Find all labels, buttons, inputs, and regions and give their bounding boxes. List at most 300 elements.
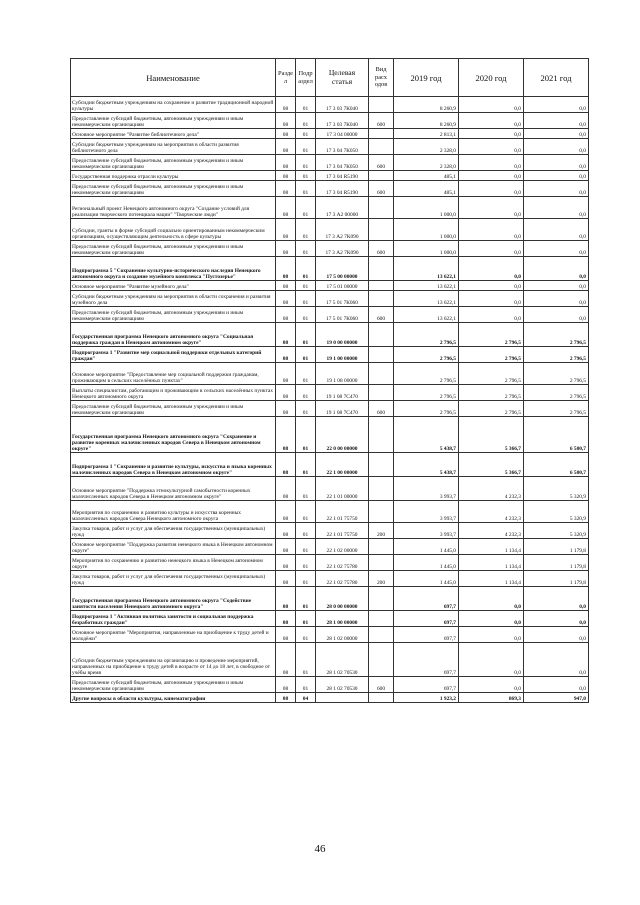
- cell-name: Предоставление субсидий бюджетным, автономным учреждениям и иным некоммерческим организациям: [71, 113, 276, 129]
- table-row: [71, 571, 589, 587]
- cell-vr: [369, 347, 394, 363]
- cell-name: Предоставление субсидий бюджетным, автономным учреждениям и иным некоммерческим организациям: [71, 307, 276, 323]
- table-row: [71, 627, 589, 643]
- cell-podrazdel: 01: [296, 401, 316, 417]
- cell-csr: 17 3 03 7К040: [316, 113, 369, 129]
- cell-name: Субсидии, гранты в форме субсидий социально ориентированным некоммерческим организациям, осуществляющим деятельность в сфере культуры: [71, 219, 276, 241]
- cell-csr: 17 3 04 7К050: [316, 155, 369, 171]
- cell-2021: 5 320,9: [524, 477, 589, 501]
- budget-table-sheet: [70, 58, 588, 703]
- cell-2019: 697,7: [394, 611, 459, 627]
- cell-podrazdel: 01: [296, 257, 316, 281]
- cell-csr: 17 5 01 7К060: [316, 307, 369, 323]
- cell-podrazdel: 01: [296, 477, 316, 501]
- cell-podrazdel: 01: [296, 197, 316, 219]
- cell-2019: 1 000,0: [394, 197, 459, 219]
- cell-csr: 19 1 00 00000: [316, 347, 369, 363]
- cell-razdel: 08: [276, 401, 296, 417]
- cell-name: Подпрограмма 5 "Сохранение культурно-исторического наследия Ненецкого автономного округа и создание музейного комплекса "Пустозерье": [71, 257, 276, 281]
- cell-2020: 2 796,5: [459, 347, 524, 363]
- cell-2019: 8 260,9: [394, 113, 459, 129]
- cell-2020: 1 134,4: [459, 555, 524, 571]
- table-row: [71, 219, 589, 241]
- cell-podrazdel: 01: [296, 677, 316, 693]
- table-header-row: [71, 59, 589, 97]
- cell-podrazdel: 01: [296, 611, 316, 627]
- cell-2019: 1 445,0: [394, 555, 459, 571]
- table-row: [71, 281, 589, 291]
- cell-razdel: 08: [276, 539, 296, 555]
- cell-podrazdel: 01: [296, 181, 316, 197]
- cell-2021: 0,0: [524, 643, 589, 677]
- cell-podrazdel: 01: [296, 171, 316, 181]
- cell-vr: [369, 453, 394, 477]
- cell-2019: 2 328,0: [394, 155, 459, 171]
- cell-csr: 17 3 04 00000: [316, 129, 369, 139]
- cell-2021: 0,0: [524, 627, 589, 643]
- cell-csr: 28 1 02 70530: [316, 643, 369, 677]
- cell-razdel: 08: [276, 677, 296, 693]
- cell-vr: 600: [369, 155, 394, 171]
- cell-name: Основное мероприятие "Поддержка этнокультурной самобытности коренных малочисленных народов Севера в Ненецком автономном округе": [71, 477, 276, 501]
- cell-podrazdel: 01: [296, 627, 316, 643]
- cell-vr: [369, 643, 394, 677]
- cell-2019: 2 328,0: [394, 139, 459, 155]
- table-row: [71, 171, 589, 181]
- header-podrazdel: Подр аздел: [296, 59, 316, 97]
- table-row: [71, 401, 589, 417]
- cell-name: Мероприятия по сохранению и развитию ненецкого языка в Ненецком автономном округе: [71, 555, 276, 571]
- cell-razdel: 08: [276, 171, 296, 181]
- cell-2021: 2 796,5: [524, 363, 589, 385]
- cell-podrazdel: 01: [296, 281, 316, 291]
- cell-2019: 13 622,1: [394, 257, 459, 281]
- cell-2019: 1 445,0: [394, 571, 459, 587]
- cell-2021: 6 500,7: [524, 417, 589, 453]
- cell-vr: [369, 291, 394, 307]
- cell-razdel: 08: [276, 693, 296, 703]
- cell-csr: 17 3 04 R5190: [316, 181, 369, 197]
- cell-2019: 697,7: [394, 627, 459, 643]
- cell-podrazdel: 01: [296, 453, 316, 477]
- cell-2021: 0,0: [524, 677, 589, 693]
- cell-2020: 5 366,7: [459, 417, 524, 453]
- cell-name: Основное мероприятие "Поддержка развития ненецкого языка в Ненецком автономном округе": [71, 539, 276, 555]
- cell-2021: 0,0: [524, 181, 589, 197]
- cell-2020: 0,0: [459, 129, 524, 139]
- cell-2020: 0,0: [459, 611, 524, 627]
- cell-2020: 2 796,5: [459, 363, 524, 385]
- cell-2020: 869,3: [459, 693, 524, 703]
- cell-podrazdel: 01: [296, 291, 316, 307]
- cell-vr: [369, 257, 394, 281]
- cell-2019: 2 796,5: [394, 401, 459, 417]
- cell-2021: 5 320,9: [524, 501, 589, 523]
- cell-2020: 1 134,4: [459, 571, 524, 587]
- cell-vr: [369, 417, 394, 453]
- cell-csr: 17 5 00 00000: [316, 257, 369, 281]
- table-row: [71, 181, 589, 197]
- table-row: [71, 385, 589, 401]
- table-row: [71, 323, 589, 347]
- cell-csr: 17 3 03 7К040: [316, 97, 369, 113]
- cell-vr: [369, 281, 394, 291]
- cell-2019: 697,7: [394, 677, 459, 693]
- cell-name: Закупка товаров, работ и услуг для обеспечения государственных (муниципальных) нужд: [71, 571, 276, 587]
- cell-2020: 0,0: [459, 587, 524, 611]
- cell-2021: 5 320,9: [524, 523, 589, 539]
- cell-vr: [369, 363, 394, 385]
- cell-vr: 600: [369, 307, 394, 323]
- cell-2020: 0,0: [459, 97, 524, 113]
- cell-2020: 0,0: [459, 171, 524, 181]
- cell-2021: 1 179,8: [524, 571, 589, 587]
- cell-2021: 0,0: [524, 129, 589, 139]
- cell-2019: 3 993,7: [394, 477, 459, 501]
- table-row: [71, 97, 589, 113]
- cell-2020: 0,0: [459, 677, 524, 693]
- cell-2019: 2 813,1: [394, 129, 459, 139]
- cell-2019: 485,1: [394, 171, 459, 181]
- header-razdel: Разде л: [276, 59, 296, 97]
- cell-name: Основное мероприятие "Развитие музейного дела": [71, 281, 276, 291]
- table-row: [71, 197, 589, 219]
- page-number: 46: [314, 843, 326, 855]
- header-vr: Вид расх одов: [369, 59, 394, 97]
- cell-name: Мероприятия по сохранению и развитию культуры и искусства коренных малочисленных народов Севера Ненецкого автономного округа: [71, 501, 276, 523]
- cell-csr: 17 3 04 R5190: [316, 171, 369, 181]
- cell-2020: 2 796,5: [459, 323, 524, 347]
- cell-podrazdel: 01: [296, 97, 316, 113]
- cell-name: Основное мероприятие "Предоставление мер социальной поддержки гражданам, проживающим в сельских населённых пунктах": [71, 363, 276, 385]
- cell-name: Субсидии бюджетным учреждениям на мероприятия в области развития библиотечного дела: [71, 139, 276, 155]
- table-row: [71, 523, 589, 539]
- cell-vr: [369, 539, 394, 555]
- table-row: [71, 453, 589, 477]
- cell-csr: 22 1 01 00000: [316, 477, 369, 501]
- cell-2020: 0,0: [459, 241, 524, 257]
- cell-2021: 0,0: [524, 587, 589, 611]
- cell-2020: 0,0: [459, 197, 524, 219]
- cell-vr: [369, 627, 394, 643]
- cell-podrazdel: 04: [296, 693, 316, 703]
- cell-csr: 28 1 02 00000: [316, 627, 369, 643]
- cell-csr: [316, 693, 369, 703]
- cell-csr: 28 0 00 00000: [316, 587, 369, 611]
- cell-2020: 0,0: [459, 155, 524, 171]
- cell-razdel: 08: [276, 323, 296, 347]
- cell-razdel: 08: [276, 611, 296, 627]
- cell-2021: 0,0: [524, 113, 589, 129]
- cell-2019: 1 445,0: [394, 539, 459, 555]
- cell-2020: 4 232,3: [459, 523, 524, 539]
- cell-2021: 0,0: [524, 155, 589, 171]
- cell-podrazdel: 01: [296, 571, 316, 587]
- cell-razdel: 08: [276, 385, 296, 401]
- cell-2020: 0,0: [459, 307, 524, 323]
- cell-name: Предоставление субсидий бюджетным, автономным учреждениям и иным некоммерческим организациям: [71, 181, 276, 197]
- cell-podrazdel: 01: [296, 417, 316, 453]
- cell-name: Выплаты специалистам, работающим и проживающим в сельских населённых пунктах Ненецкого автономного округа: [71, 385, 276, 401]
- cell-razdel: 08: [276, 219, 296, 241]
- table-row: [71, 477, 589, 501]
- cell-2021: 0,0: [524, 291, 589, 307]
- cell-vr: 600: [369, 241, 394, 257]
- cell-razdel: 08: [276, 181, 296, 197]
- table-row: [71, 555, 589, 571]
- cell-razdel: 08: [276, 291, 296, 307]
- cell-vr: [369, 693, 394, 703]
- cell-name: Государственная программа Ненецкого автономного округа "Сохранение и развитие коренных малочисленных народов Севера в Ненецком автономном округе": [71, 417, 276, 453]
- cell-name: Государственная поддержка отрасли культуры: [71, 171, 276, 181]
- cell-2019: 3 993,7: [394, 523, 459, 539]
- cell-2021: 0,0: [524, 197, 589, 219]
- cell-csr: 22 1 02 75780: [316, 555, 369, 571]
- cell-2021: 1 179,8: [524, 555, 589, 571]
- cell-csr: 19 1 08 00000: [316, 363, 369, 385]
- cell-2020: 4 232,3: [459, 477, 524, 501]
- cell-vr: 600: [369, 113, 394, 129]
- table-row: [71, 693, 589, 703]
- cell-razdel: 08: [276, 257, 296, 281]
- cell-vr: [369, 501, 394, 523]
- cell-podrazdel: 01: [296, 501, 316, 523]
- cell-2020: 1 134,4: [459, 539, 524, 555]
- cell-name: Подпрограмма 1 "Развитие мер социальной поддержки отдельных категорий граждан": [71, 347, 276, 363]
- cell-podrazdel: 01: [296, 587, 316, 611]
- cell-razdel: 08: [276, 197, 296, 219]
- cell-csr: 19 1 08 7С470: [316, 385, 369, 401]
- table-row: [71, 291, 589, 307]
- cell-2020: 0,0: [459, 627, 524, 643]
- cell-podrazdel: 01: [296, 385, 316, 401]
- cell-2019: 2 796,5: [394, 385, 459, 401]
- cell-vr: [369, 219, 394, 241]
- cell-vr: [369, 555, 394, 571]
- cell-2020: 0,0: [459, 257, 524, 281]
- cell-name: Другие вопросы в области культуры, кинематографии: [71, 693, 276, 703]
- table-row: [71, 129, 589, 139]
- cell-2021: 0,0: [524, 257, 589, 281]
- cell-podrazdel: 01: [296, 129, 316, 139]
- cell-name: Государственная программа Ненецкого автономного округа "Содействие занятости населения Ненецкого автономного округа": [71, 587, 276, 611]
- table-row: [71, 677, 589, 693]
- cell-2020: 0,0: [459, 219, 524, 241]
- cell-csr: 28 1 02 70530: [316, 677, 369, 693]
- cell-razdel: 08: [276, 241, 296, 257]
- header-csr: Целевая статья: [316, 59, 369, 97]
- table-row: [71, 257, 589, 281]
- cell-razdel: 08: [276, 523, 296, 539]
- cell-podrazdel: 01: [296, 555, 316, 571]
- cell-2021: 2 796,5: [524, 323, 589, 347]
- table-row: [71, 241, 589, 257]
- cell-2021: 0,0: [524, 281, 589, 291]
- cell-csr: 22 1 02 00000: [316, 539, 369, 555]
- cell-name: Основное мероприятие "Мероприятия, направленные на приобщение к труду детей и молодёжи": [71, 627, 276, 643]
- cell-name: Государственная программа Ненецкого автономного округа "Социальная поддержка граждан в Ненецком автономном округе": [71, 323, 276, 347]
- cell-2020: 0,0: [459, 281, 524, 291]
- cell-name: Субсидии бюджетным учреждениям на организацию и проведение мероприятий, направленных на приобщение к труду детей в возрасте от 14 до 18 лет, в свободное от учёбы время: [71, 643, 276, 677]
- table-row: [71, 113, 589, 129]
- cell-csr: 22 1 01 75750: [316, 523, 369, 539]
- cell-razdel: 08: [276, 347, 296, 363]
- cell-razdel: 08: [276, 129, 296, 139]
- cell-razdel: 08: [276, 501, 296, 523]
- cell-2020: 0,0: [459, 113, 524, 129]
- cell-podrazdel: 01: [296, 523, 316, 539]
- cell-vr: [369, 477, 394, 501]
- cell-2021: 6 500,7: [524, 453, 589, 477]
- cell-csr: 17 3 А2 00000: [316, 197, 369, 219]
- cell-razdel: 08: [276, 155, 296, 171]
- cell-vr: 600: [369, 401, 394, 417]
- cell-podrazdel: 01: [296, 241, 316, 257]
- cell-vr: 200: [369, 523, 394, 539]
- cell-csr: 22 1 00 00000: [316, 453, 369, 477]
- table-row: [71, 139, 589, 155]
- cell-csr: 22 1 01 75750: [316, 501, 369, 523]
- cell-2019: 2 796,5: [394, 363, 459, 385]
- cell-name: Предоставление субсидий бюджетным, автономным учреждениям и иным некоммерческим организациям: [71, 677, 276, 693]
- cell-2019: 2 796,5: [394, 347, 459, 363]
- cell-2019: 1 000,0: [394, 241, 459, 257]
- cell-podrazdel: 01: [296, 219, 316, 241]
- cell-razdel: 08: [276, 555, 296, 571]
- cell-podrazdel: 01: [296, 139, 316, 155]
- cell-csr: 19 0 00 00000: [316, 323, 369, 347]
- cell-razdel: 08: [276, 281, 296, 291]
- cell-vr: [369, 97, 394, 113]
- cell-2020: 0,0: [459, 643, 524, 677]
- cell-2021: 1 179,8: [524, 539, 589, 555]
- table-row: [71, 587, 589, 611]
- cell-csr: 28 1 00 00000: [316, 611, 369, 627]
- cell-csr: 17 3 А2 7К090: [316, 219, 369, 241]
- cell-name: Подпрограмма 1 "Сохранение и развитие культуры, искусства и языка коренных малочисленных народов Севера в Ненецком автономном округе": [71, 453, 276, 477]
- cell-name: Предоставление субсидий бюджетным, автономным учреждениям и иным некоммерческим организациям: [71, 401, 276, 417]
- cell-2021: 0,0: [524, 139, 589, 155]
- cell-podrazdel: 01: [296, 113, 316, 129]
- cell-csr: 17 5 01 7К060: [316, 291, 369, 307]
- cell-2021: 0,0: [524, 171, 589, 181]
- cell-csr: 22 1 02 75780: [316, 571, 369, 587]
- cell-vr: 200: [369, 571, 394, 587]
- cell-2021: 2 796,5: [524, 401, 589, 417]
- cell-2019: 5 438,7: [394, 417, 459, 453]
- table-row: [71, 611, 589, 627]
- cell-vr: [369, 129, 394, 139]
- table-row: [71, 155, 589, 171]
- table-row: [71, 417, 589, 453]
- table-row: [71, 501, 589, 523]
- header-2019: 2019 год: [394, 59, 459, 97]
- cell-name: Закупка товаров, работ и услуг для обеспечения государственных (муниципальных) нужд: [71, 523, 276, 539]
- cell-csr: 19 1 08 7С470: [316, 401, 369, 417]
- cell-vr: 600: [369, 181, 394, 197]
- table-body: [71, 97, 589, 703]
- table-row: [71, 539, 589, 555]
- cell-podrazdel: 01: [296, 347, 316, 363]
- cell-podrazdel: 01: [296, 155, 316, 171]
- cell-razdel: 08: [276, 113, 296, 129]
- cell-name: Субсидии бюджетным учреждениям на сохранение и развитие традиционной народной культуры: [71, 97, 276, 113]
- budget-table: [70, 58, 589, 703]
- cell-csr: 17 3 А2 7К090: [316, 241, 369, 257]
- cell-2019: 1 923,2: [394, 693, 459, 703]
- cell-name: Подпрограмма 1 "Активная политика занятости и социальная поддержка безработных граждан": [71, 611, 276, 627]
- cell-razdel: 08: [276, 587, 296, 611]
- cell-2019: 1 000,0: [394, 219, 459, 241]
- table-row: [71, 643, 589, 677]
- cell-razdel: 08: [276, 363, 296, 385]
- cell-2019: 8 260,9: [394, 97, 459, 113]
- cell-2020: 0,0: [459, 139, 524, 155]
- cell-2021: 0,0: [524, 97, 589, 113]
- cell-2020: 0,0: [459, 291, 524, 307]
- cell-2020: 5 366,7: [459, 453, 524, 477]
- cell-2021: 0,0: [524, 241, 589, 257]
- cell-2019: 697,7: [394, 587, 459, 611]
- cell-razdel: 08: [276, 643, 296, 677]
- cell-razdel: 08: [276, 139, 296, 155]
- cell-name: Основное мероприятие "Развитие библиотечного дела": [71, 129, 276, 139]
- header-2020: 2020 год: [459, 59, 524, 97]
- cell-razdel: 08: [276, 97, 296, 113]
- cell-2021: 947,0: [524, 693, 589, 703]
- cell-name: Региональный проект Ненецкого автономного округа "Создание условий для реализации творческого потенциала нации" "Творческие люди": [71, 197, 276, 219]
- cell-name: Предоставление субсидий бюджетным, автономным учреждениям и иным некоммерческим организациям: [71, 155, 276, 171]
- cell-2020: 2 796,5: [459, 385, 524, 401]
- cell-2019: 5 438,7: [394, 453, 459, 477]
- header-2021: 2021 год: [524, 59, 589, 97]
- cell-vr: [369, 323, 394, 347]
- cell-2019: 13 622,1: [394, 281, 459, 291]
- cell-csr: 22 0 00 00000: [316, 417, 369, 453]
- cell-podrazdel: 01: [296, 323, 316, 347]
- cell-2021: 2 796,5: [524, 347, 589, 363]
- cell-razdel: 08: [276, 477, 296, 501]
- cell-vr: [369, 139, 394, 155]
- table-row: [71, 347, 589, 363]
- cell-razdel: 08: [276, 307, 296, 323]
- cell-2019: 2 796,5: [394, 323, 459, 347]
- table-row: [71, 363, 589, 385]
- cell-razdel: 08: [276, 627, 296, 643]
- cell-razdel: 08: [276, 417, 296, 453]
- cell-2021: 0,0: [524, 219, 589, 241]
- cell-razdel: 08: [276, 571, 296, 587]
- cell-vr: [369, 611, 394, 627]
- cell-2020: 2 796,5: [459, 401, 524, 417]
- cell-2019: 485,1: [394, 181, 459, 197]
- cell-vr: [369, 587, 394, 611]
- cell-vr: [369, 197, 394, 219]
- cell-2020: 4 232,3: [459, 501, 524, 523]
- cell-vr: 600: [369, 677, 394, 693]
- cell-csr: 17 5 01 00000: [316, 281, 369, 291]
- cell-2020: 0,0: [459, 181, 524, 197]
- cell-2019: 3 993,7: [394, 501, 459, 523]
- cell-2021: 2 796,5: [524, 385, 589, 401]
- cell-2019: 13 622,1: [394, 291, 459, 307]
- cell-csr: 17 3 04 7К050: [316, 139, 369, 155]
- cell-podrazdel: 01: [296, 539, 316, 555]
- cell-podrazdel: 01: [296, 363, 316, 385]
- cell-podrazdel: 01: [296, 643, 316, 677]
- cell-2019: 13 622,1: [394, 307, 459, 323]
- cell-2019: 697,7: [394, 643, 459, 677]
